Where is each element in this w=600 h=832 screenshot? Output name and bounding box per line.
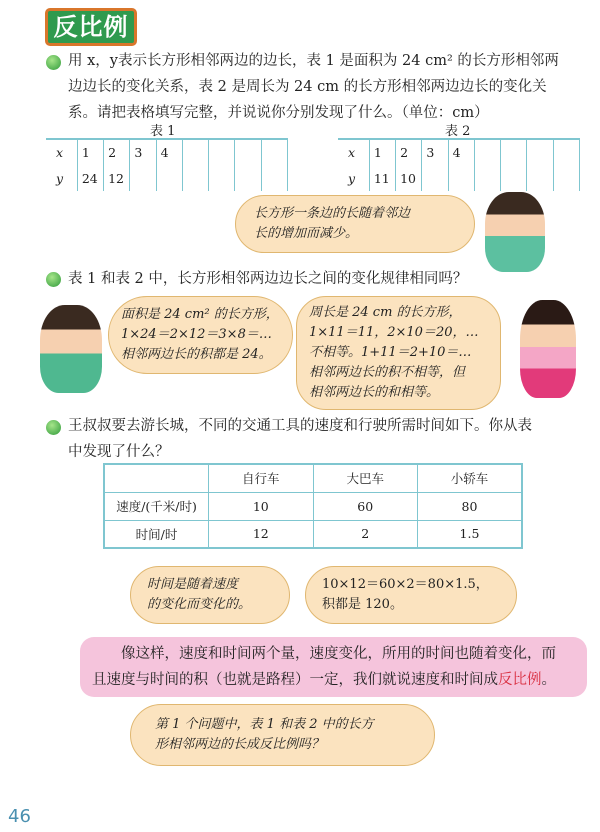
table-cell [130, 165, 156, 191]
table-cell: 3 [422, 139, 448, 165]
bubble-line: 第 1 个问题中，表 1 和表 2 中的长方 [155, 717, 374, 732]
table-row [338, 139, 580, 165]
table-row [46, 139, 288, 165]
table-row [46, 165, 288, 191]
table-cell: 2 [313, 520, 417, 548]
table-cell: 大巴车 [313, 464, 417, 492]
bubble-line: 积都是 120。 [322, 597, 403, 612]
bubble-line: 形相邻两边的长成反比例吗？ [155, 737, 325, 752]
bubble-line: 周长是 24 cm 的长方形， [309, 305, 462, 320]
bubble-line: 不相等。1+11＝2+10＝… [309, 345, 472, 360]
speech-bubble [235, 195, 475, 253]
definition-box [80, 637, 587, 697]
bubble-line: 相邻两边长的积不相等，但 [309, 365, 466, 380]
table-row [104, 520, 522, 548]
text-line: 边边长的变化关系，表 2 是周长为 24 cm 的长方形相邻两边边长的变化关 [68, 79, 547, 95]
text-line: 中发现了什么？ [68, 444, 170, 460]
table2-caption: 表 2 [445, 124, 471, 139]
table-cell: 10 [209, 492, 313, 520]
table-cell: y [348, 170, 356, 186]
table-cell [156, 165, 182, 191]
bubble-line: 长的增加而减少。 [254, 226, 359, 241]
table-cell [182, 139, 208, 165]
table-cell: 小轿车 [417, 464, 522, 492]
definition-line [92, 667, 577, 693]
table-cell [527, 165, 553, 191]
girl-illustration [520, 300, 576, 398]
table-cell [235, 139, 261, 165]
table-cell [182, 165, 208, 191]
table-cell: 2 [396, 139, 422, 165]
table-cell: 自行车 [209, 464, 313, 492]
text-line: 王叔叔要去游长城，不同的交通工具的速度和行驶所需时间如下。你从表 [68, 418, 532, 434]
table-cell [235, 165, 261, 191]
question-1 [68, 48, 588, 126]
table-cell: x [56, 145, 64, 160]
bubble-line: 10×12＝60×2＝80×1.5， [322, 577, 489, 592]
table-cell: 1 [369, 139, 395, 165]
table-row [104, 464, 522, 492]
bullet-icon [46, 55, 61, 70]
table-cell [261, 139, 287, 165]
table-cell: 2 [104, 139, 130, 165]
table-cell: 时间/时 [104, 520, 209, 548]
table-row [104, 492, 522, 520]
table-cell: 12 [209, 520, 313, 548]
bullet-icon [46, 420, 61, 435]
boy-illustration [485, 192, 545, 272]
bubble-line: 相邻两边长的和相等。 [309, 385, 440, 400]
table-cell: 速度/(千米/时) [104, 492, 209, 520]
table-cell: x [348, 145, 356, 160]
keyword-highlight: 反比例 [498, 672, 542, 688]
table-cell [104, 464, 209, 492]
table-cell: 1 [77, 139, 103, 165]
thought-bubble [130, 566, 290, 624]
table-cell: 4 [448, 139, 474, 165]
bubble-line: 相邻两边长的积都是 24。 [121, 347, 272, 362]
table-cell: 12 [104, 165, 130, 191]
question-3 [68, 413, 588, 465]
section-title: 反比例 [45, 8, 137, 46]
table-row [338, 165, 580, 191]
table-cell: 10 [396, 165, 422, 191]
bubble-line: 1×24＝2×12＝3×8＝… [121, 327, 272, 342]
bubble-line: 长方形一条边的长随着邻边 [254, 206, 411, 221]
table-cell: 60 [313, 492, 417, 520]
bubble-line: 面积是 24 cm² 的长方形， [121, 307, 279, 322]
table-cell [422, 165, 448, 191]
table-cell: 3 [130, 139, 156, 165]
table-cell [261, 165, 287, 191]
speech-bubble [296, 296, 501, 410]
table-cell [448, 165, 474, 191]
table-cell [553, 165, 579, 191]
table1-caption: 表 1 [150, 124, 176, 139]
page-number: 46 [8, 806, 31, 827]
table-cell [209, 165, 235, 191]
thought-bubble [130, 704, 435, 766]
bubble-line: 时间是随着速度 [147, 577, 239, 592]
text-line: 用 x，y表示长方形相邻两边的边长，表 1 是面积为 24 cm² 的长方形相邻两 [68, 53, 559, 69]
table-cell [527, 139, 553, 165]
table-cell: y [56, 170, 64, 186]
boy-illustration [40, 305, 102, 393]
table-1 [46, 138, 288, 191]
speed-time-table [103, 463, 523, 549]
bubble-line: 1×11＝11，2×10＝20，… [309, 325, 479, 340]
table-2 [338, 138, 580, 191]
speech-bubble [108, 296, 293, 374]
table-cell: 24 [77, 165, 103, 191]
table-cell [501, 165, 527, 191]
table-cell [209, 139, 235, 165]
bubble-line: 的变化而变化的。 [147, 597, 252, 612]
table-cell: 1.5 [417, 520, 522, 548]
punctuation: 。 [541, 672, 556, 688]
text-line: 系。请把表格填写完整，并说说你分别发现了什么。（单位：cm） [68, 105, 489, 121]
table-cell: 11 [369, 165, 395, 191]
table-cell [474, 165, 500, 191]
definition-text: 且速度与时间的积（也就是路程）一定，我们就说速度和时间成 [92, 672, 498, 688]
table-cell [501, 139, 527, 165]
bullet-icon [46, 272, 61, 287]
thought-bubble [305, 566, 517, 624]
table-cell: 80 [417, 492, 522, 520]
question-2: 表 1 和表 2 中，长方形相邻两边边长之间的变化规律相同吗？ [68, 271, 468, 287]
definition-line: 像这样，速度和时间两个量，速度变化，所用的时间也随着变化，而 [121, 646, 556, 662]
table-cell [474, 139, 500, 165]
table-cell: 4 [156, 139, 182, 165]
table-cell [553, 139, 579, 165]
